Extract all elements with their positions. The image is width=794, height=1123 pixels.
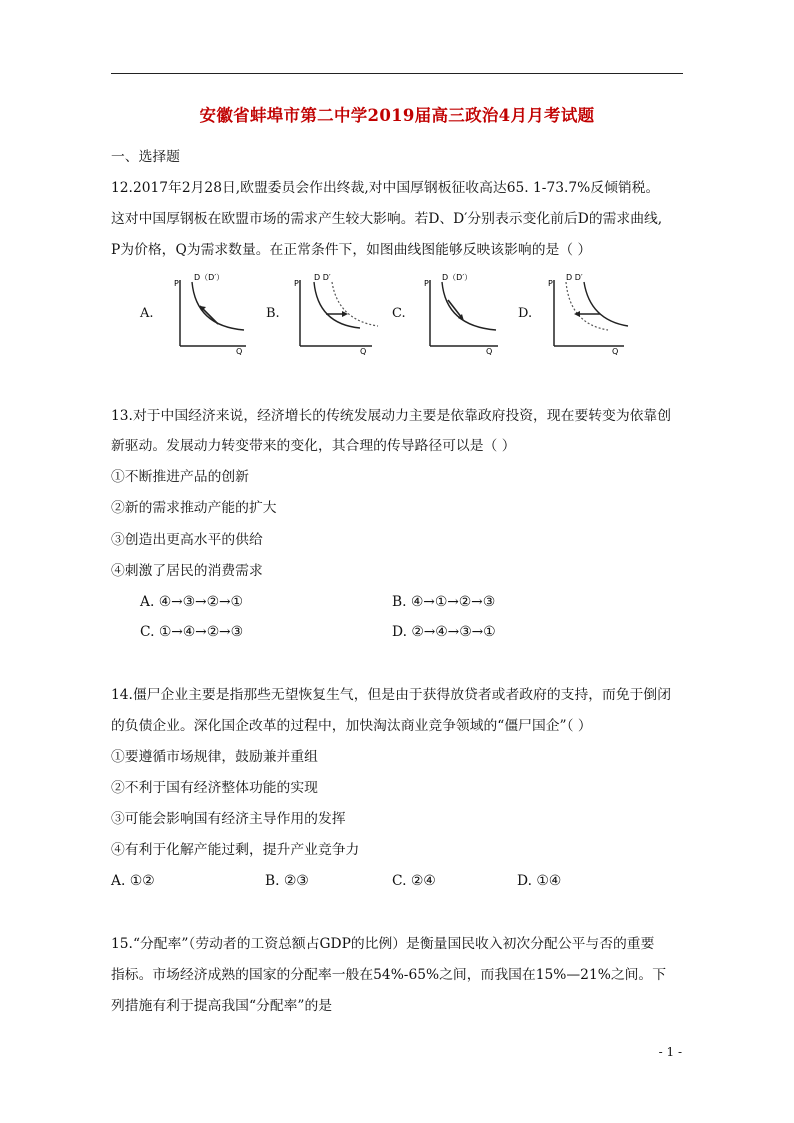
q14-line-2: 的负债企业。深化国企改革的过程中，加快淘汰商业竞争领域的“僵尸国企”（ ）	[111, 718, 592, 734]
graph-b-q-label: Q	[360, 347, 367, 356]
graph-b-p-label: P	[294, 279, 299, 288]
q14-option-b: B. ②③	[265, 873, 309, 889]
q13-line-1: 13.对于中国经济来说，经济增长的传统发展动力主要是依靠政府投资，现在要转变为依靠创	[111, 408, 672, 424]
graph-b-curve-label: D D′	[314, 273, 331, 282]
q13-item-2: ②新的需求推动产能的扩大	[111, 500, 277, 516]
section-heading: 一、选择题	[111, 149, 180, 165]
q12-line-1: 12.2017年2月28日,欧盟委员会作出终裁,对中国厚钢板征收高达65. 1-73.7%反倾销税。	[111, 180, 660, 196]
graph-d-p-label: P	[548, 279, 553, 288]
q14-option-a: A. ①②	[111, 873, 155, 889]
graph-a-p-label: P	[174, 279, 179, 288]
graph-a-q-label: Q	[236, 347, 243, 356]
q14-item-4: ④有利于化解产能过剩，提升产业竞争力	[111, 842, 360, 858]
q13-item-4: ④刺激了居民的消费需求	[111, 563, 263, 579]
graph-c-option: C.	[392, 306, 406, 321]
graph-a-option: A.	[140, 306, 154, 321]
q14-line-1: 14.僵尸企业主要是指那些无望恢复生气，但是由于获得放贷者或者政府的支持，而免于倒闭	[111, 687, 672, 703]
graph-a-curve-label: D（D′）	[194, 273, 225, 282]
graph-c	[412, 268, 512, 360]
q12-figure	[140, 268, 640, 360]
graph-c-p-label: P	[424, 279, 429, 288]
q12-line-2: 这对中国厚钢板在欧盟市场的需求产生较大影响。若D、D′分别表示变化前后D的需求曲线,	[111, 211, 663, 227]
graph-b	[286, 268, 386, 360]
graph-b-option: B.	[266, 306, 280, 321]
q14-item-1: ①要遵循市场规律，鼓励兼并重组	[111, 749, 318, 765]
graph-c-q-label: Q	[486, 347, 493, 356]
graph-d	[538, 268, 638, 360]
graph-a	[160, 268, 260, 360]
q13-item-1: ①不断推进产品的创新	[111, 469, 249, 485]
q14-item-3: ③可能会影响国有经济主导作用的发挥	[111, 811, 346, 827]
q13-option-d: D. ②→④→③→①	[392, 624, 496, 640]
q14-option-c: C. ②④	[392, 873, 436, 889]
q15-line-3: 列措施有利于提高我国“分配率”的是	[111, 998, 333, 1014]
page-title: 安徽省蚌埠市第二中学2019届高三政治4月月考试题	[199, 106, 595, 125]
header-rule	[111, 73, 683, 74]
q12-line-3: P为价格，Q为需求数量。在正常条件下，如图曲线图能够反映该影响的是（ ）	[111, 242, 592, 258]
q13-line-2: 新驱动。发展动力转变带来的变化，其合理的传导路径可以是（ ）	[111, 438, 516, 454]
q13-option-c: C. ①→④→②→③	[140, 624, 243, 640]
graph-c-curve-label: D（D′）	[442, 273, 473, 282]
q14-item-2: ②不利于国有经济整体功能的实现	[111, 780, 318, 796]
graph-d-curve-label: D D′	[566, 273, 583, 282]
q15-line-2: 指标。市场经济成熟的国家的分配率一般在54%-65%之间，而我国在15%—21%之间。下	[111, 967, 667, 983]
q15-line-1: 15.“分配率”（劳动者的工资总额占GDP的比例）是衡量国民收入初次分配公平与否的重要	[111, 936, 655, 952]
graph-d-q-label: Q	[612, 347, 619, 356]
q13-item-3: ③创造出更高水平的供给	[111, 532, 263, 548]
q14-option-d: D. ①④	[517, 873, 562, 889]
q13-option-a: A. ④→③→②→①	[140, 594, 243, 610]
graph-d-option: D.	[518, 306, 533, 321]
q13-option-b: B. ④→①→②→③	[392, 594, 496, 610]
page-number: - 1 -	[658, 1045, 682, 1059]
